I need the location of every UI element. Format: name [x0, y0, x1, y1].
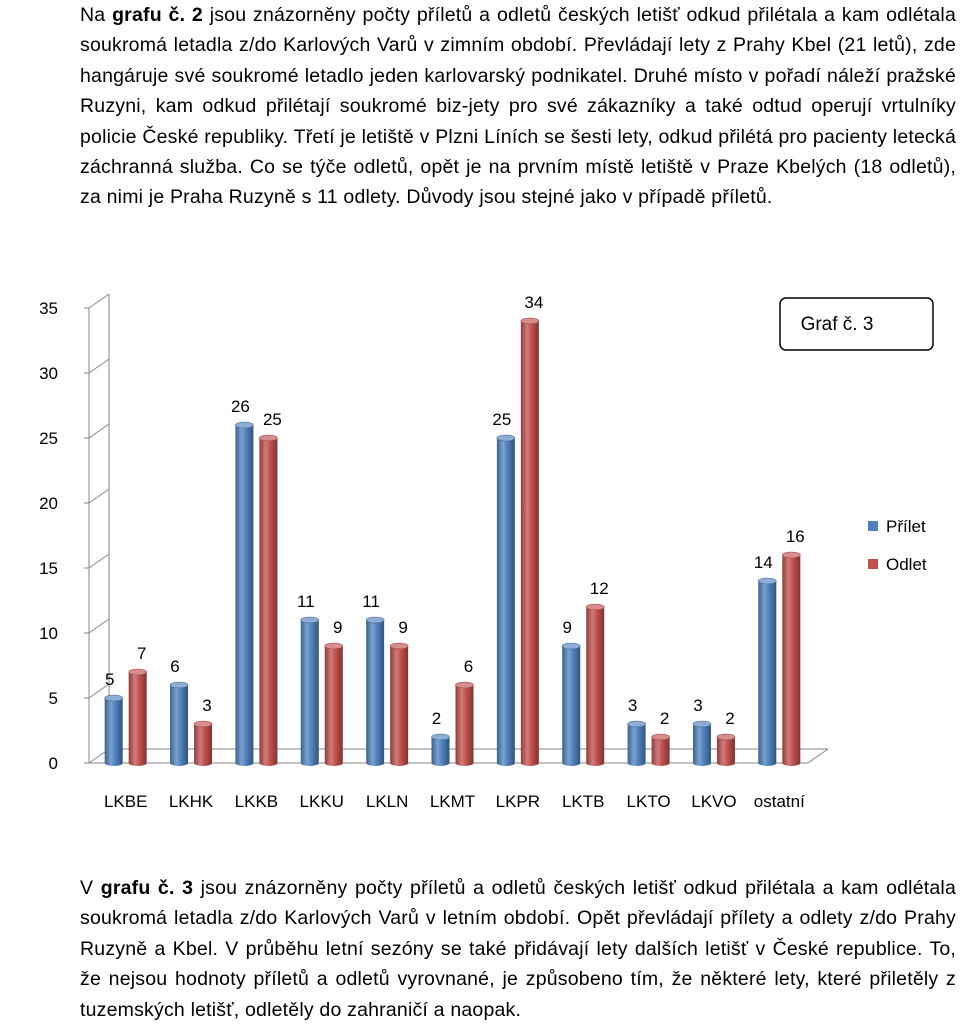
data-label: 25: [262, 410, 282, 429]
y-tick-label: 20: [39, 494, 58, 513]
bar-přílet-lkkb: [235, 425, 253, 766]
bar-chart: [0, 286, 960, 826]
graph-title: Graf č. 3: [800, 314, 874, 335]
outro-text: [4, 873, 956, 1025]
bar-top-přílet-lkto: [628, 721, 646, 727]
y-tick-line: [89, 359, 109, 373]
bar-top-odlet-ostatní: [782, 552, 800, 558]
bar-top-přílet-lkbe: [105, 695, 123, 701]
bar-top-přílet-lkln: [366, 617, 384, 623]
y-tick-line: [89, 294, 109, 308]
bar-přílet-lkln: [366, 620, 384, 766]
data-label: 9: [398, 618, 408, 637]
bar-top-přílet-lkvo: [693, 721, 711, 727]
x-category-label: LKPR: [495, 792, 541, 811]
bar-odlet-ostatní: [782, 555, 800, 766]
bar-top-odlet-lkto: [652, 734, 670, 740]
x-category-label: LKLN: [365, 792, 409, 811]
x-category-label: LKHK: [168, 792, 214, 811]
data-label: 5: [104, 670, 115, 689]
legend-swatch-přílet: [868, 521, 878, 531]
x-category-label: LKKB: [234, 792, 279, 811]
legend-swatch-odlet: [868, 559, 878, 569]
bar-přílet-lkpr: [497, 438, 515, 766]
bar-přílet-lkhk: [170, 685, 188, 766]
y-tick-label: 15: [39, 559, 58, 578]
bar-odlet-lkto: [652, 737, 670, 766]
x-category-label: LKTB: [561, 792, 605, 811]
bar-odlet-lkhk: [194, 724, 212, 766]
bar-odlet-lkku: [325, 646, 343, 766]
bar-top-přílet-lkpr: [497, 435, 515, 441]
bar-přílet-lkto: [628, 724, 646, 766]
x-category-label: LKBE: [103, 792, 148, 811]
bar-top-přílet-ostatní: [758, 578, 776, 584]
x-category-label: LKVO: [691, 792, 737, 811]
data-label: 9: [333, 618, 343, 637]
bar-top-odlet-lktb: [586, 604, 604, 610]
data-label: 2: [431, 709, 442, 728]
outro-prefix: V: [80, 877, 101, 899]
bar-top-odlet-lkhk: [194, 721, 212, 727]
bar-přílet-lktb: [562, 646, 580, 766]
bar-top-odlet-lkmt: [456, 682, 474, 688]
y-tick-label: 35: [39, 299, 58, 318]
y-tick-line: [89, 554, 109, 568]
intro-text: [4, 0, 956, 213]
outro-paragraph: [4, 873, 956, 1025]
y-tick-label: 10: [39, 624, 58, 643]
chart-container: [0, 286, 960, 826]
y-tick-label: 25: [39, 429, 58, 448]
bar-přílet-lkvo: [693, 724, 711, 766]
data-label: 34: [524, 293, 544, 312]
bar-odlet-lkvo: [717, 737, 735, 766]
bar-odlet-lkln: [390, 646, 408, 766]
data-label: 2: [659, 709, 670, 728]
bar-top-odlet-lkvo: [717, 734, 735, 740]
data-label: 25: [492, 410, 512, 429]
y-tick-line: [89, 489, 109, 503]
intro-body: jsou znázorněny počty příletů a odletů českých letišť odkud přilétala a kam odlétala soukromá letadla z/do Karlových Varů v zimním období. Převládají lety z Prahy Kbel (21 letů), zde hangáruje své soukromé letadlo jeden karlovarský podnikatel. Druhé místo v pořadí náleží pražské Ruzyni, kam odkud přilétají soukromé biz-jety pro své zákazníky a také odtud operují vrtulníky policie České republiky. Třetí je letiště v Plzni Líních se šesti lety, odkud přilétá pro pacienty letecká záchranná služba. Co se týče odletů, opět je na prvním místě letiště v Praze Kbelých (18 odletů), za nimi je Praha Ruzyně s 11 odlety. Důvody jsou stejné jako v případě příletů.: [80, 4, 956, 209]
data-label: 9: [562, 618, 572, 637]
data-label: 11: [362, 592, 380, 611]
data-label: 6: [463, 657, 474, 676]
intro-graph-ref: grafu č. 2: [112, 4, 203, 26]
y-tick-line: [89, 424, 109, 438]
x-category-label: LKTO: [626, 792, 671, 811]
bar-top-odlet-lkpr: [521, 318, 539, 324]
bar-top-přílet-lkhk: [170, 682, 188, 688]
data-label: 3: [627, 696, 638, 715]
data-label: 3: [693, 696, 703, 715]
legend-label-odlet: Odlet: [886, 555, 927, 574]
bar-odlet-lkpr: [521, 321, 539, 766]
floor-edge: [808, 749, 828, 763]
bar-přílet-lkbe: [105, 698, 123, 766]
data-label: 16: [785, 527, 805, 546]
bar-top-odlet-lkln: [390, 643, 408, 649]
data-label: 2: [725, 709, 735, 728]
y-tick-label: 0: [48, 754, 58, 773]
data-label: 3: [202, 696, 212, 715]
bar-top-přílet-lkkb: [235, 422, 253, 428]
y-tick-line: [89, 619, 109, 633]
bar-odlet-lkkb: [259, 438, 277, 766]
bar-top-přílet-lkku: [301, 617, 319, 623]
bar-top-odlet-lkbe: [129, 669, 147, 675]
intro-paragraph: [4, 0, 956, 213]
x-category-label: ostatní: [753, 792, 805, 811]
bar-odlet-lkbe: [129, 672, 147, 766]
data-label: 11: [296, 592, 315, 611]
data-label: 14: [753, 553, 773, 572]
x-category-label: LKMT: [429, 792, 476, 811]
bar-přílet-lkmt: [432, 737, 450, 766]
bar-odlet-lktb: [586, 607, 604, 766]
bar-přílet-ostatní: [758, 581, 776, 766]
outro-graph-ref: grafu č. 3: [100, 877, 194, 899]
legend-label-přílet: Přílet: [886, 517, 926, 536]
bar-odlet-lkmt: [456, 685, 474, 766]
y-tick-label: 5: [48, 689, 58, 708]
data-label: 6: [170, 657, 180, 676]
bar-top-přílet-lktb: [562, 643, 580, 649]
bar-top-odlet-lkku: [325, 643, 343, 649]
intro-prefix: Na: [80, 4, 113, 26]
data-label: 7: [136, 644, 147, 663]
bar-přílet-lkku: [301, 620, 319, 766]
bar-top-odlet-lkkb: [259, 435, 277, 441]
outro-body: jsou znázorněny počty příletů a odletů českých letišť odkud přilétala a kam odlétala soukromá letadla z/do Karlových Varů v letním období. Opět převládají přílety a odlety z/do Prahy Ruzyně a Kbel. V průběhu letní sezóny se také přidávají lety dalších letišť v České republice. To, že nejsou hodnoty příletů a odletů vyrovnané, je způsobeno tím, že některé lety, které přiletěly z tuzemských letišť, odletěly do zahraničí a naopak.: [80, 877, 956, 1021]
x-category-label: LKKU: [299, 792, 344, 811]
y-tick-label: 30: [39, 364, 58, 383]
data-label: 26: [230, 397, 250, 416]
data-label: 12: [589, 579, 609, 598]
bar-top-přílet-lkmt: [432, 734, 450, 740]
